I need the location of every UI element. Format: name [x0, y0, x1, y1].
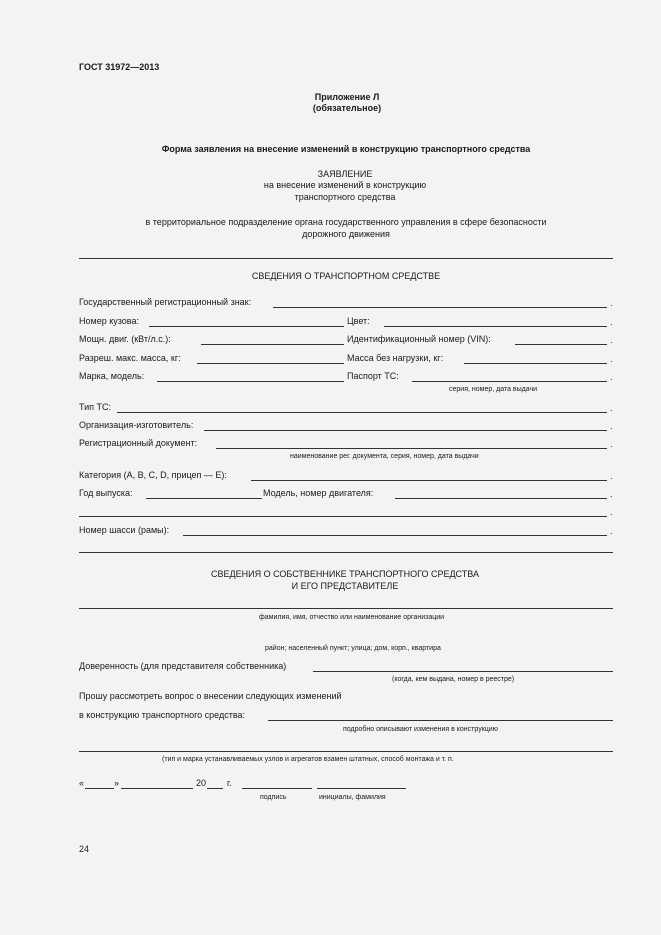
line-end-dot: .	[610, 439, 613, 449]
line-end-dot: .	[610, 403, 613, 413]
body-number-field[interactable]	[149, 326, 344, 327]
vehicle-type-label: Тип ТС:	[79, 402, 112, 412]
statement-recipient2: дорожного движения	[302, 229, 390, 239]
proxy-hint: (когда, кем выдана, номер в реестре)	[392, 676, 515, 683]
form-title: Форма заявления на внесение изменений в конструкцию транспортного средства	[161, 144, 531, 154]
line-end-dot: .	[610, 354, 613, 364]
year-label: Год выпуска:	[79, 488, 133, 498]
line-end-dot: .	[610, 372, 613, 382]
request-line-2: в конструкцию транспортного средства:	[79, 710, 246, 720]
year-field[interactable]	[146, 498, 262, 499]
owner-heading-1: СВЕДЕНИЯ О СОБСТВЕННИКЕ ТРАНСПОРТНОГО СРЕДСТВА	[211, 569, 479, 579]
line-end-dot: .	[610, 317, 613, 327]
engine-power-field[interactable]	[201, 344, 344, 345]
owner-name-field[interactable]	[79, 608, 613, 609]
vin-field[interactable]	[515, 344, 607, 345]
category-field[interactable]	[251, 480, 607, 481]
unladen-mass-field[interactable]	[464, 363, 607, 364]
passport-hint: серия, номер, дата выдачи	[449, 386, 538, 393]
engine-model-label: Модель, номер двигателя:	[263, 488, 374, 498]
units-hint: (тип и марка устанавливаемых узлов и агрегатов взамен штатных, способ монтажа и т. п.	[162, 756, 454, 763]
vehicle-heading: СВЕДЕНИЯ О ТРАНСПОРТНОМ СРЕДСТВЕ	[251, 271, 441, 281]
date-year-suffix: г.	[227, 778, 232, 788]
max-mass-field[interactable]	[197, 363, 344, 364]
line-end-dot: .	[610, 507, 613, 517]
signature-hint: подпись	[260, 794, 287, 801]
manufacturer-field[interactable]	[204, 430, 607, 431]
color-field[interactable]	[384, 326, 607, 327]
date-year-prefix: 20	[196, 778, 207, 788]
unladen-mass-label: Масса без нагрузки, кг:	[347, 353, 444, 363]
chassis-label: Номер шасси (рамы):	[79, 525, 170, 535]
proxy-field[interactable]	[313, 671, 613, 672]
vin-label: Идентификационный номер (VIN):	[347, 334, 491, 344]
line-end-dot: .	[610, 335, 613, 345]
owner-name-hint: фамилия, имя, отчество или наименование организации	[259, 614, 445, 621]
date-quote-open: «	[79, 778, 85, 788]
signature-field[interactable]	[242, 788, 312, 789]
chassis-field[interactable]	[183, 535, 607, 536]
engine-model-field[interactable]	[395, 498, 607, 499]
reg-doc-field[interactable]	[216, 448, 607, 449]
blank-field-line[interactable]	[79, 516, 607, 517]
reg-sign-label: Государственный регистрационный знак:	[79, 297, 252, 307]
date-quote-close: »	[114, 778, 120, 788]
changes-hint: подробно описывают изменения в конструкцию	[343, 726, 498, 733]
initials-field[interactable]	[317, 788, 406, 789]
reg-doc-hint: наименование рег. документа, серия, номер, дата выдачи	[290, 453, 479, 460]
date-year-field[interactable]	[207, 788, 223, 789]
passport-label: Паспорт ТС:	[347, 371, 399, 381]
request-line-1: Прошу рассмотреть вопрос о внесении следующих изменений	[79, 691, 342, 701]
manufacturer-label: Организация-изготовитель:	[79, 420, 194, 430]
line-end-dot: .	[610, 489, 613, 499]
owner-address-hint: район; населенный пункт; улица; дом, корп., квартира	[265, 645, 441, 652]
date-day-field[interactable]	[85, 788, 114, 789]
color-label: Цвет:	[347, 316, 370, 326]
max-mass-label: Разреш. макс. масса, кг:	[79, 353, 181, 363]
owner-heading-2: И ЕГО ПРЕДСТАВИТЕЛЕ	[291, 581, 399, 591]
category-label: Категория (А, В, С, D, прицеп — Е):	[79, 470, 227, 480]
line-end-dot: .	[610, 526, 613, 536]
engine-power-label: Мощн. двиг. (кВт/л.с.):	[79, 334, 171, 344]
statement-title: ЗАЯВЛЕНИЕ	[317, 169, 373, 179]
date-month-field[interactable]	[121, 788, 193, 789]
line-end-dot: .	[610, 471, 613, 481]
reg-sign-field[interactable]	[273, 307, 607, 308]
divider-line	[79, 258, 613, 259]
divider-line	[79, 552, 613, 553]
page-number: 24	[79, 844, 90, 854]
units-field[interactable]	[79, 751, 613, 752]
changes-field[interactable]	[268, 720, 613, 721]
standard-number: ГОСТ 31972—2013	[79, 62, 160, 72]
initials-hint: инициалы, фамилия	[319, 794, 386, 801]
proxy-label: Доверенность (для представителя собственника)	[79, 661, 287, 671]
make-model-field[interactable]	[157, 381, 344, 382]
statement-recipient1: в территориальное подразделение органа государственного управления в сфере безопасности	[145, 217, 547, 227]
body-number-label: Номер кузова:	[79, 316, 139, 326]
statement-line1: на внесение изменений в конструкцию	[263, 180, 427, 190]
appendix-title: Приложение Л	[314, 92, 380, 102]
make-model-label: Марка, модель:	[79, 371, 145, 381]
line-end-dot: .	[610, 421, 613, 431]
appendix-status: (обязательное)	[312, 103, 382, 113]
line-end-dot: .	[610, 298, 613, 308]
vehicle-type-field[interactable]	[117, 412, 607, 413]
passport-field[interactable]	[412, 381, 607, 382]
statement-line2: транспортного средства	[294, 192, 396, 202]
reg-doc-label: Регистрационный документ:	[79, 438, 198, 448]
